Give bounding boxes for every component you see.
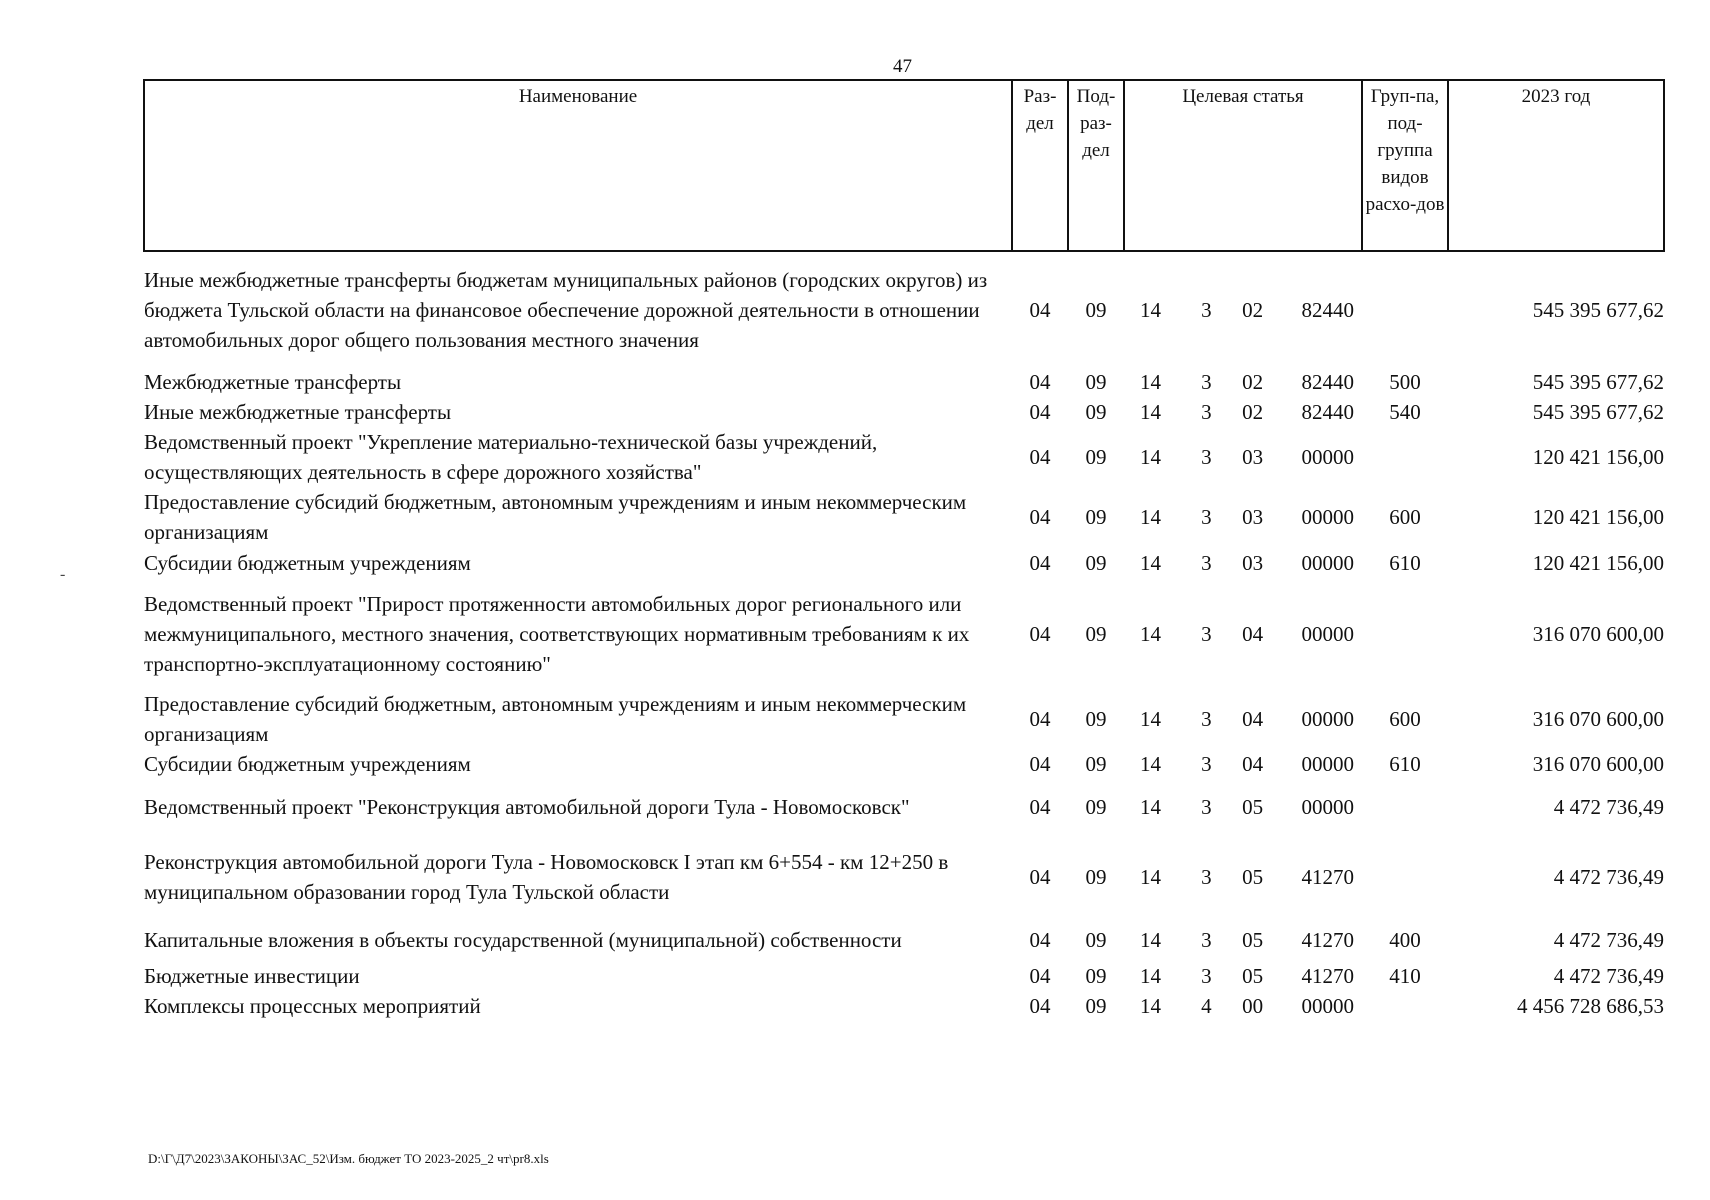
row-cs-type: 3 [1201,795,1212,819]
table-row [144,367,1664,397]
row-cs-program: 14 [1140,707,1161,731]
row-sum: 545 395 677,62 [1532,400,1664,424]
row-cs-direction: 00000 [1301,795,1354,819]
row-sum: 120 421 156,00 [1532,505,1664,529]
page-number: 47 [893,56,912,77]
row-razdel: 04 [1029,370,1051,394]
row-name: Предоставление субсидий бюджетным, автономным учреждениям и иным некоммерческим организациям [144,692,967,746]
row-podrazdel: 09 [1085,994,1107,1018]
row-cs-direction: 41270 [1301,928,1354,952]
row-name: Бюджетные инвестиции [144,964,360,988]
row-cs-project: 05 [1242,928,1264,952]
row-gruppa [1362,835,1448,919]
row-razdel: 04 [1029,928,1051,952]
row-cs-program: 14 [1140,928,1161,952]
header-name: Наименование [144,80,1012,251]
row-cs-program: 14 [1140,297,1161,322]
table-row [144,749,1664,779]
row-celevaya [1124,961,1362,991]
row-cs-direction: 00000 [1301,505,1354,529]
row-cs-type: 3 [1201,964,1212,988]
row-name: Субсидии бюджетным учреждениям [144,551,471,575]
row-name: Реконструкция автомобильной дороги Тула - Новомосковск I этап км 6+554 - км 12+250 в муниципальном образовании город Тула Тульской области [144,850,949,904]
row-cs-program: 14 [1140,964,1161,988]
row-cs-type: 3 [1201,505,1212,529]
row-podrazdel: 09 [1085,505,1107,529]
row-cs-direction: 82440 [1301,370,1354,394]
header-gruppa: Груп-па, под-группа видов расхо-дов [1362,80,1448,251]
row-cs-program: 14 [1140,551,1161,575]
table-row [144,579,1664,689]
row-cs-type: 3 [1201,297,1212,322]
row-cs-program: 14 [1140,994,1161,1018]
table-row [144,919,1664,961]
row-sum: 4 472 736,49 [1553,964,1664,988]
budget-table [143,79,1665,1021]
row-cs-direction: 82440 [1301,400,1354,424]
row-celevaya [1124,749,1362,779]
row-razdel: 04 [1029,795,1051,819]
row-cs-direction: 00000 [1301,752,1354,776]
row-podrazdel: 09 [1085,964,1107,988]
row-razdel: 04 [1029,505,1051,529]
row-celevaya [1124,547,1362,579]
row-razdel: 04 [1029,445,1051,469]
row-name: Комплексы процессных мероприятий [144,994,481,1018]
row-cs-type: 4 [1201,994,1212,1018]
row-celevaya [1124,835,1362,919]
row-razdel: 04 [1029,400,1051,424]
row-cs-program: 14 [1140,505,1161,529]
row-cs-direction: 41270 [1301,964,1354,988]
row-podrazdel: 09 [1085,622,1107,646]
row-cs-type: 3 [1201,400,1212,424]
row-cs-program: 14 [1140,795,1161,819]
row-cs-program: 14 [1140,622,1161,646]
row-cs-project: 02 [1242,297,1264,322]
row-gruppa: 400 [1389,928,1421,952]
row-gruppa: 600 [1389,505,1421,529]
row-podrazdel: 09 [1085,551,1107,575]
row-sum: 120 421 156,00 [1532,445,1664,469]
row-cs-project: 00 [1242,994,1264,1018]
row-cs-project: 03 [1242,445,1264,469]
row-cs-type: 3 [1201,622,1212,646]
row-sum: 120 421 156,00 [1532,551,1664,575]
row-razdel: 04 [1029,297,1051,322]
header-razdel: Раз-дел [1012,80,1068,251]
table-row [144,251,1664,367]
row-razdel: 04 [1029,964,1051,988]
row-cs-direction: 00000 [1301,707,1354,731]
table-row [144,487,1664,547]
row-cs-project: 05 [1242,795,1264,819]
row-celevaya [1124,919,1362,961]
row-cs-direction: 00000 [1301,622,1354,646]
table-body [144,251,1664,1021]
row-name: Ведомственный проект "Реконструкция автомобильной дороги Тула - Новомосковск" [144,795,910,819]
table-row [144,835,1664,919]
row-sum: 4 472 736,49 [1553,928,1664,952]
row-name: Межбюджетные трансферты [144,370,402,394]
row-sum: 545 395 677,62 [1532,370,1664,394]
row-celevaya [1124,251,1362,367]
row-cs-type: 3 [1201,370,1212,394]
row-celevaya [1124,779,1362,835]
row-cs-type: 3 [1201,752,1212,776]
row-razdel: 04 [1029,622,1051,646]
row-name: Субсидии бюджетным учреждениям [144,752,471,776]
row-razdel: 04 [1029,551,1051,575]
row-cs-direction: 00000 [1301,445,1354,469]
row-sum: 316 070 600,00 [1532,707,1664,731]
table-row [144,991,1664,1021]
row-podrazdel: 09 [1085,445,1107,469]
row-cs-direction: 82440 [1301,297,1354,322]
row-sum: 4 472 736,49 [1553,865,1664,889]
row-cs-project: 04 [1242,622,1264,646]
row-celevaya [1124,427,1362,487]
table-row [144,547,1664,579]
row-name: Иные межбюджетные трансферты [144,400,452,424]
row-gruppa: 600 [1389,707,1421,731]
row-celevaya [1124,579,1362,689]
row-sum: 545 395 677,62 [1532,297,1664,322]
row-cs-direction: 00000 [1301,551,1354,575]
row-gruppa [1362,779,1448,835]
table-row [144,779,1664,835]
row-cs-type: 3 [1201,551,1212,575]
table-row [144,427,1664,487]
row-sum: 4 472 736,49 [1553,795,1664,819]
stray-mark: - [60,566,66,583]
row-razdel: 04 [1029,752,1051,776]
row-cs-project: 03 [1242,551,1264,575]
header-year: 2023 год [1448,80,1664,251]
row-name: Ведомственный проект "Прирост протяженности автомобильных дорог регионального или межмуниципального, местного значения, соответствующих нормативным требованиям к их транспортно-эксплуатационному состоянию" [144,592,970,676]
row-cs-type: 3 [1201,707,1212,731]
row-gruppa: 610 [1389,551,1421,575]
row-cs-project: 02 [1242,370,1264,394]
header-celevaya: Целевая статья [1124,80,1362,251]
row-cs-program: 14 [1140,370,1161,394]
row-gruppa: 410 [1389,964,1421,988]
header-podrazdel: Под-раз-дел [1068,80,1124,251]
row-cs-type: 3 [1201,928,1212,952]
row-cs-project: 04 [1242,752,1264,776]
row-cs-program: 14 [1140,752,1161,776]
row-gruppa [1362,579,1448,689]
budget-table-container [143,79,1663,1021]
row-celevaya [1124,367,1362,397]
row-sum: 316 070 600,00 [1532,622,1664,646]
row-cs-type: 3 [1201,865,1212,889]
row-cs-program: 14 [1140,865,1161,889]
row-podrazdel: 09 [1085,400,1107,424]
table-row [144,689,1664,749]
row-celevaya [1124,487,1362,547]
row-cs-project: 04 [1242,707,1264,731]
row-podrazdel: 09 [1085,297,1107,322]
row-cs-project: 02 [1242,400,1264,424]
table-row [144,397,1664,427]
row-celevaya [1124,991,1362,1021]
table-header [144,80,1664,251]
row-razdel: 04 [1029,994,1051,1018]
table-row [144,961,1664,991]
row-gruppa: 610 [1389,752,1421,776]
row-podrazdel: 09 [1085,928,1107,952]
row-gruppa [1362,991,1448,1021]
row-podrazdel: 09 [1085,752,1107,776]
row-cs-project: 05 [1242,865,1264,889]
row-gruppa: 500 [1389,370,1421,394]
row-sum: 316 070 600,00 [1532,752,1664,776]
row-gruppa: 540 [1389,400,1421,424]
row-podrazdel: 09 [1085,707,1107,731]
row-podrazdel: 09 [1085,865,1107,889]
row-cs-project: 03 [1242,505,1264,529]
row-gruppa [1362,427,1448,487]
row-name: Капитальные вложения в объекты государственной (муниципальной) собственности [144,928,902,952]
row-name: Иные межбюджетные трансферты бюджетам муниципальных районов (городских округов) из бюджета Тульской области на финансовое обеспечение дорожной деятельности в отношении автомобильных дорог общего пользования местного значения [144,267,988,352]
row-cs-direction: 41270 [1301,865,1354,889]
row-cs-type: 3 [1201,445,1212,469]
row-name: Ведомственный проект "Укрепление материально-технической базы учреждений, осуществляющих деятельность в сфере дорожного хозяйства" [144,430,878,484]
row-cs-direction: 00000 [1301,994,1354,1018]
row-celevaya [1124,689,1362,749]
row-cs-project: 05 [1242,964,1264,988]
row-podrazdel: 09 [1085,795,1107,819]
row-sum: 4 456 728 686,53 [1517,994,1664,1018]
row-celevaya [1124,397,1362,427]
footer-file-path: D:\Г\Д7\2023\ЗАКОНЫ\ЗАС_52\Изм. бюджет ТО 2023-2025_2 чт\pr8.xls [148,1151,549,1166]
row-razdel: 04 [1029,707,1051,731]
row-razdel: 04 [1029,865,1051,889]
row-podrazdel: 09 [1085,370,1107,394]
row-gruppa [1362,251,1448,367]
row-cs-program: 14 [1140,445,1161,469]
row-cs-program: 14 [1140,400,1161,424]
row-name: Предоставление субсидий бюджетным, автономным учреждениям и иным некоммерческим организациям [144,490,967,544]
